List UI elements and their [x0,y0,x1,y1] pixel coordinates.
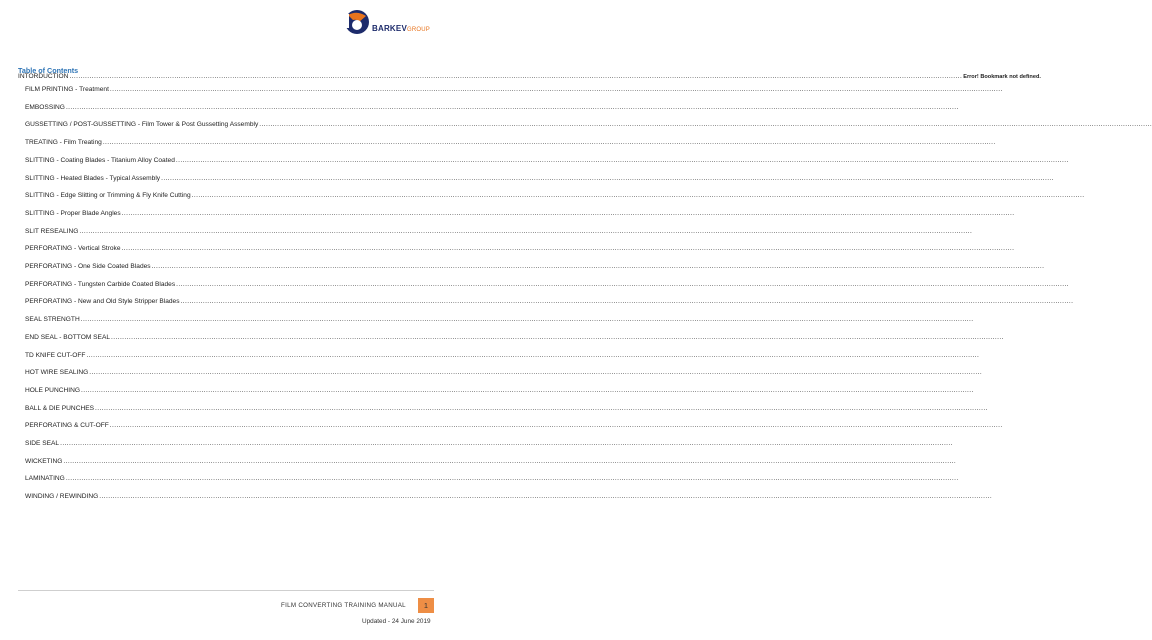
toc-entry[interactable] [18,73,1041,80]
toc-leader-dots: ................................................................................................................................................................................................................................................................................................................................................................................................................ [191,192,1085,200]
toc-entry[interactable] [25,298,1074,306]
toc-entry[interactable] [25,351,980,359]
toc-entry-title: WINDING / REWINDING [25,493,99,501]
toc-leader-dots: ................................................................................................................................................................................................................................................................................................................................................................................................................ [180,298,1074,306]
toc-leader-dots: ................................................................................................................................................................................................................................................................................................................................................................................................................ [151,263,1045,270]
toc-leader-dots: ................................................................................................................................................................................................................................................................................................................................................................................................................ [121,245,1015,253]
toc-entry-title: END SEAL - BOTTOM SEAL [25,333,111,341]
toc-entry-title: SLITTING - Coating Blades - Titanium Alloy Coated [25,156,175,164]
toc-entry-title: SLITTING - Heated Blades - Typical Assembly [25,174,161,182]
toc-leader-dots: ................................................................................................................................................................................................................................................................................................................................................................................................................ [175,156,1069,164]
toc-entry[interactable] [25,404,988,412]
toc-entry[interactable] [25,209,1015,217]
toc-leader-dots: ................................................................................................................................................................................................................................................................................................................................................................................................................ [111,333,1004,341]
toc-entry[interactable] [25,86,1003,93]
toc-entry-title: TD KNIFE CUT-OFF [25,351,86,359]
toc-heading: Table of Contents [18,66,79,75]
toc-entry[interactable] [25,156,1069,164]
toc-entry[interactable] [25,457,957,465]
footer-page-number: 1 [418,598,434,613]
toc-leader-dots: ................................................................................................................................................................................................................................................................................................................................................................................................................ [161,174,1054,182]
toc-leader-dots: ................................................................................................................................................................................................................................................................................................................................................................................................................ [121,209,1015,217]
toc-entry-title: GUSSETTING / POST-GUSSETTING - Film Tower & Post Gussetting Assembly [25,121,259,129]
toc-leader-dots: ................................................................................................................................................................................................................................................................................................................................................................................................................ [102,139,996,147]
toc-entry[interactable] [25,333,1004,341]
toc-entry-title: BALL & DIE PUNCHES [25,404,95,412]
toc-entry-title: SEAL STRENGTH [25,316,80,324]
logo-brand: BARKEV [372,24,407,33]
toc-entry-title: PERFORATING & CUT-OFF [25,422,109,430]
toc-entry[interactable] [25,174,1054,182]
footer-divider [18,590,434,591]
toc-leader-dots: ................................................................................................................................................................................................................................................................................................................................................................................................................ [109,422,1003,430]
toc-entry[interactable] [25,245,1015,253]
toc-entry-title: TREATING - Film Treating [25,139,102,147]
toc-entry[interactable] [25,280,1069,288]
toc-leader-dots: ................................................................................................................................................................................................................................................................................................................................................................................................................ [80,316,974,324]
toc-entry-title: PERFORATING - One Side Coated Blades [25,263,151,270]
toc-entry[interactable] [25,103,959,111]
toc-leader-dots: ................................................................................................................................................................................................................................................................................................................................................................................................................ [99,493,993,501]
toc-entry-title: FILM PRINTING - Treatment [25,86,109,93]
logo-suffix: GROUP [406,27,430,33]
toc-leader-dots: ................................................................................................................................................................................................................................................................................................................................................................................................................ [89,369,983,377]
toc-entry[interactable] [25,139,996,147]
toc-entry-title: EMBOSSING [25,103,65,111]
toc-leader-dots: ................................................................................................................................................................................................................................................................................................................................................................................................................ [95,404,988,412]
toc-entry[interactable] [25,263,1045,270]
toc-entry-title: PERFORATING - New and Old Style Stripper Blades [25,298,180,306]
toc-leader-dots: ................................................................................................................................................................................................................................................................................................................................................................................................................ [86,351,980,359]
toc-entry[interactable] [25,369,983,377]
toc-entry-title: SLITTING - Edge Slitting or Trimming & Fly Knife Cutting [25,192,191,200]
footer-updated-date: Updated - 24 June 2019 [362,618,431,625]
logo-wordmark [372,24,430,33]
toc-entry[interactable] [25,121,1152,129]
toc-leader-dots: ................................................................................................................................................................................................................................................................................................................................................................................................................ [60,440,953,447]
toc-entry-title: PERFORATING - Tungsten Carbide Coated Blades [25,280,176,288]
toc-entry[interactable] [25,386,974,394]
toc-entry[interactable] [25,475,959,483]
toc-entry-title: HOLE PUNCHING [25,386,80,394]
toc-leader-dots: ................................................................................................................................................................................................................................................................................................................................................................................................................ [109,86,1003,93]
toc-entry-title: WICKETING [25,457,63,465]
toc-leader-dots: ................................................................................................................................................................................................................................................................................................................................................................................................................ [176,280,1069,288]
toc-leader-dots: ................................................................................................................................................................................................................................................................................................................................................................................................................ [63,457,957,465]
toc-entry[interactable] [25,422,1003,430]
toc-leader-dots: ................................................................................................................................................................................................................................................................................................................................................................................................................ [69,73,963,80]
toc-leader-dots: ................................................................................................................................................................................................................................................................................................................................................................................................................ [65,475,959,483]
toc-leader-dots: ................................................................................................................................................................................................................................................................................................................................................................................................................ [79,227,973,235]
toc-entry[interactable] [25,192,1085,200]
toc-entry-title: HOT WIRE SEALING [25,369,89,377]
toc-leader-dots: ................................................................................................................................................................................................................................................................................................................................................................................................................ [65,103,959,111]
toc-entry-page: Error! Bookmark not defined. [963,74,1041,80]
toc-entry[interactable] [25,227,973,235]
toc-entry[interactable] [25,493,993,501]
toc-entry-title: SLIT RESEALING [25,227,79,235]
toc-entry-title: SIDE SEAL [25,440,60,447]
toc-leader-dots: ................................................................................................................................................................................................................................................................................................................................................................................................................ [259,121,1152,129]
toc-entry[interactable] [25,440,953,447]
toc-entry[interactable] [25,316,974,324]
toc-entry-title: LAMINATING [25,475,65,483]
toc-leader-dots: ................................................................................................................................................................................................................................................................................................................................................................................................................ [80,386,974,394]
toc-entry-title: SLITTING - Proper Blade Angles [25,209,121,217]
footer-manual-title: FILM CONVERTING TRAINING MANUAL [281,602,406,609]
toc-entry-title: PERFORATING - Vertical Stroke [25,245,121,253]
toc-entry-title: INTORDUCTION [18,73,69,80]
